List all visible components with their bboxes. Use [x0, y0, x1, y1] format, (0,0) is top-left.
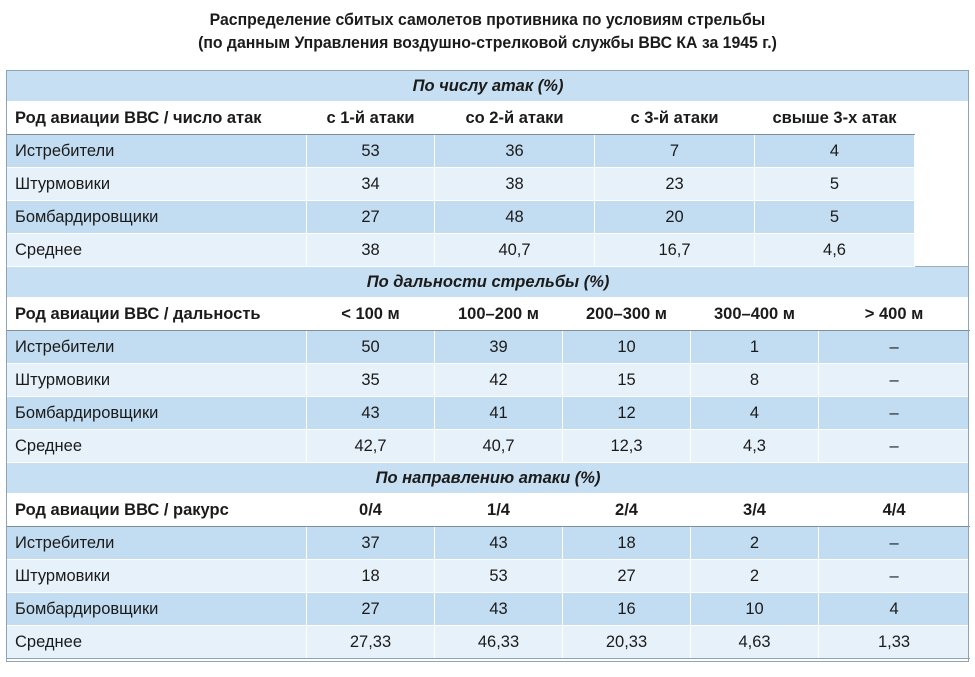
- column-header: < 100 м: [307, 298, 435, 331]
- table-cell: 12: [563, 397, 691, 430]
- table-cell: 53: [307, 135, 435, 168]
- table-cell: 4,3: [691, 430, 819, 463]
- row-header-label: Род авиации ВВС / число атак: [7, 102, 307, 135]
- table-cell: 43: [435, 527, 563, 560]
- table-cell: 10: [691, 593, 819, 626]
- table-row: [7, 331, 970, 364]
- table-cell: 39: [435, 331, 563, 364]
- table-cell: 5: [755, 201, 915, 234]
- table-cell: 18: [307, 560, 435, 593]
- column-header: с 1-й атаки: [307, 102, 435, 135]
- table-cell: 42: [435, 364, 563, 397]
- table-cell: 27: [307, 593, 435, 626]
- row-label: Бомбардировщики: [7, 593, 307, 626]
- title-line-1: Распределение сбитых самолетов противника по условиям стрельбы: [209, 10, 766, 29]
- title-line-2: (по данным Управления воздушно-стрелковой службы ВВС КА за 1945 г.): [198, 33, 777, 52]
- column-header: 100–200 м: [435, 298, 563, 331]
- table-cell: –: [819, 397, 970, 430]
- table-cell: 38: [307, 234, 435, 267]
- table-cell: –: [819, 560, 970, 593]
- table-cell: 41: [435, 397, 563, 430]
- table-cell: 53: [435, 560, 563, 593]
- column-header: 200–300 м: [563, 298, 691, 331]
- table-cell: 4: [755, 135, 915, 168]
- table-row: [7, 135, 970, 168]
- row-header-label: Род авиации ВВС / ракурс: [7, 494, 307, 527]
- table-cell: 23: [595, 168, 755, 201]
- table-cell: 16,7: [595, 234, 755, 267]
- row-label: Истребители: [7, 331, 307, 364]
- row-label: Среднее: [7, 234, 307, 267]
- table-cell: 12,3: [563, 430, 691, 463]
- document-title: [34, 8, 941, 54]
- column-header: свыше 3-х атак: [755, 102, 915, 135]
- table-cell: 10: [563, 331, 691, 364]
- table-cell: –: [819, 331, 970, 364]
- column-header: > 400 м: [819, 298, 970, 331]
- column-header: 4/4: [819, 494, 970, 527]
- table-cell: 18: [563, 527, 691, 560]
- table-row: [7, 527, 970, 560]
- table-row: [7, 201, 970, 234]
- row-label: Штурмовики: [7, 364, 307, 397]
- table-cell: 20,33: [563, 626, 691, 659]
- table-row: [7, 430, 970, 463]
- row-label: Среднее: [7, 626, 307, 659]
- table-cell: 2: [691, 560, 819, 593]
- row-label: Бомбардировщики: [7, 201, 307, 234]
- column-header-row: [7, 494, 970, 527]
- table-row: [7, 593, 970, 626]
- table-cell: –: [819, 430, 970, 463]
- section-heading: По дальности стрельбы (%): [7, 267, 970, 298]
- table-cell: 1: [691, 331, 819, 364]
- table-cell: 5: [755, 168, 915, 201]
- table-cell: 35: [307, 364, 435, 397]
- column-header: 2/4: [563, 494, 691, 527]
- table-cell: 34: [307, 168, 435, 201]
- section-heading-row: [7, 267, 970, 298]
- row-label: Истребители: [7, 135, 307, 168]
- table-cell: 8: [691, 364, 819, 397]
- table-cell: 48: [435, 201, 595, 234]
- table-row: [7, 626, 970, 659]
- row-label: Штурмовики: [7, 168, 307, 201]
- table-cell: 4,63: [691, 626, 819, 659]
- table-cell: 4,6: [755, 234, 915, 267]
- table-cell: –: [819, 527, 970, 560]
- section-heading: По направлению атаки (%): [7, 463, 970, 494]
- table-cell: 50: [307, 331, 435, 364]
- table-row: [7, 168, 970, 201]
- table-cell: –: [819, 364, 970, 397]
- table-cell: 1,33: [819, 626, 970, 659]
- section-heading-row: [7, 463, 970, 494]
- row-header-label: Род авиации ВВС / дальность: [7, 298, 307, 331]
- table-row: [7, 234, 970, 267]
- table-cell: 7: [595, 135, 755, 168]
- row-label: Бомбардировщики: [7, 397, 307, 430]
- row-label: Штурмовики: [7, 560, 307, 593]
- statistics-table: [6, 70, 970, 659]
- section-heading-row: [7, 71, 970, 102]
- table-cell: 42,7: [307, 430, 435, 463]
- column-header: 3/4: [691, 494, 819, 527]
- table-cell: 40,7: [435, 430, 563, 463]
- table-row: [7, 397, 970, 430]
- table-cell: 36: [435, 135, 595, 168]
- table-cell: 16: [563, 593, 691, 626]
- column-header-row: [7, 102, 970, 135]
- column-header: 300–400 м: [691, 298, 819, 331]
- table-cell: 2: [691, 527, 819, 560]
- table-cell: 4: [819, 593, 970, 626]
- table-cell: 27: [307, 201, 435, 234]
- column-header-row: [7, 298, 970, 331]
- table-row: [7, 364, 970, 397]
- column-header: со 2-й атаки: [435, 102, 595, 135]
- column-header: 0/4: [307, 494, 435, 527]
- table-cell: 43: [435, 593, 563, 626]
- table-cell: 27: [563, 560, 691, 593]
- table-cell: 15: [563, 364, 691, 397]
- column-header: с 3-й атаки: [595, 102, 755, 135]
- row-label: Истребители: [7, 527, 307, 560]
- table-cell: 43: [307, 397, 435, 430]
- table-cell: 37: [307, 527, 435, 560]
- table-cell: 40,7: [435, 234, 595, 267]
- table-row: [7, 560, 970, 593]
- section-heading: По числу атак (%): [7, 71, 970, 102]
- table-cell: 27,33: [307, 626, 435, 659]
- table-cell: 20: [595, 201, 755, 234]
- table-cell: 38: [435, 168, 595, 201]
- row-label: Среднее: [7, 430, 307, 463]
- table-cell: 46,33: [435, 626, 563, 659]
- column-header: 1/4: [435, 494, 563, 527]
- table-cell: 4: [691, 397, 819, 430]
